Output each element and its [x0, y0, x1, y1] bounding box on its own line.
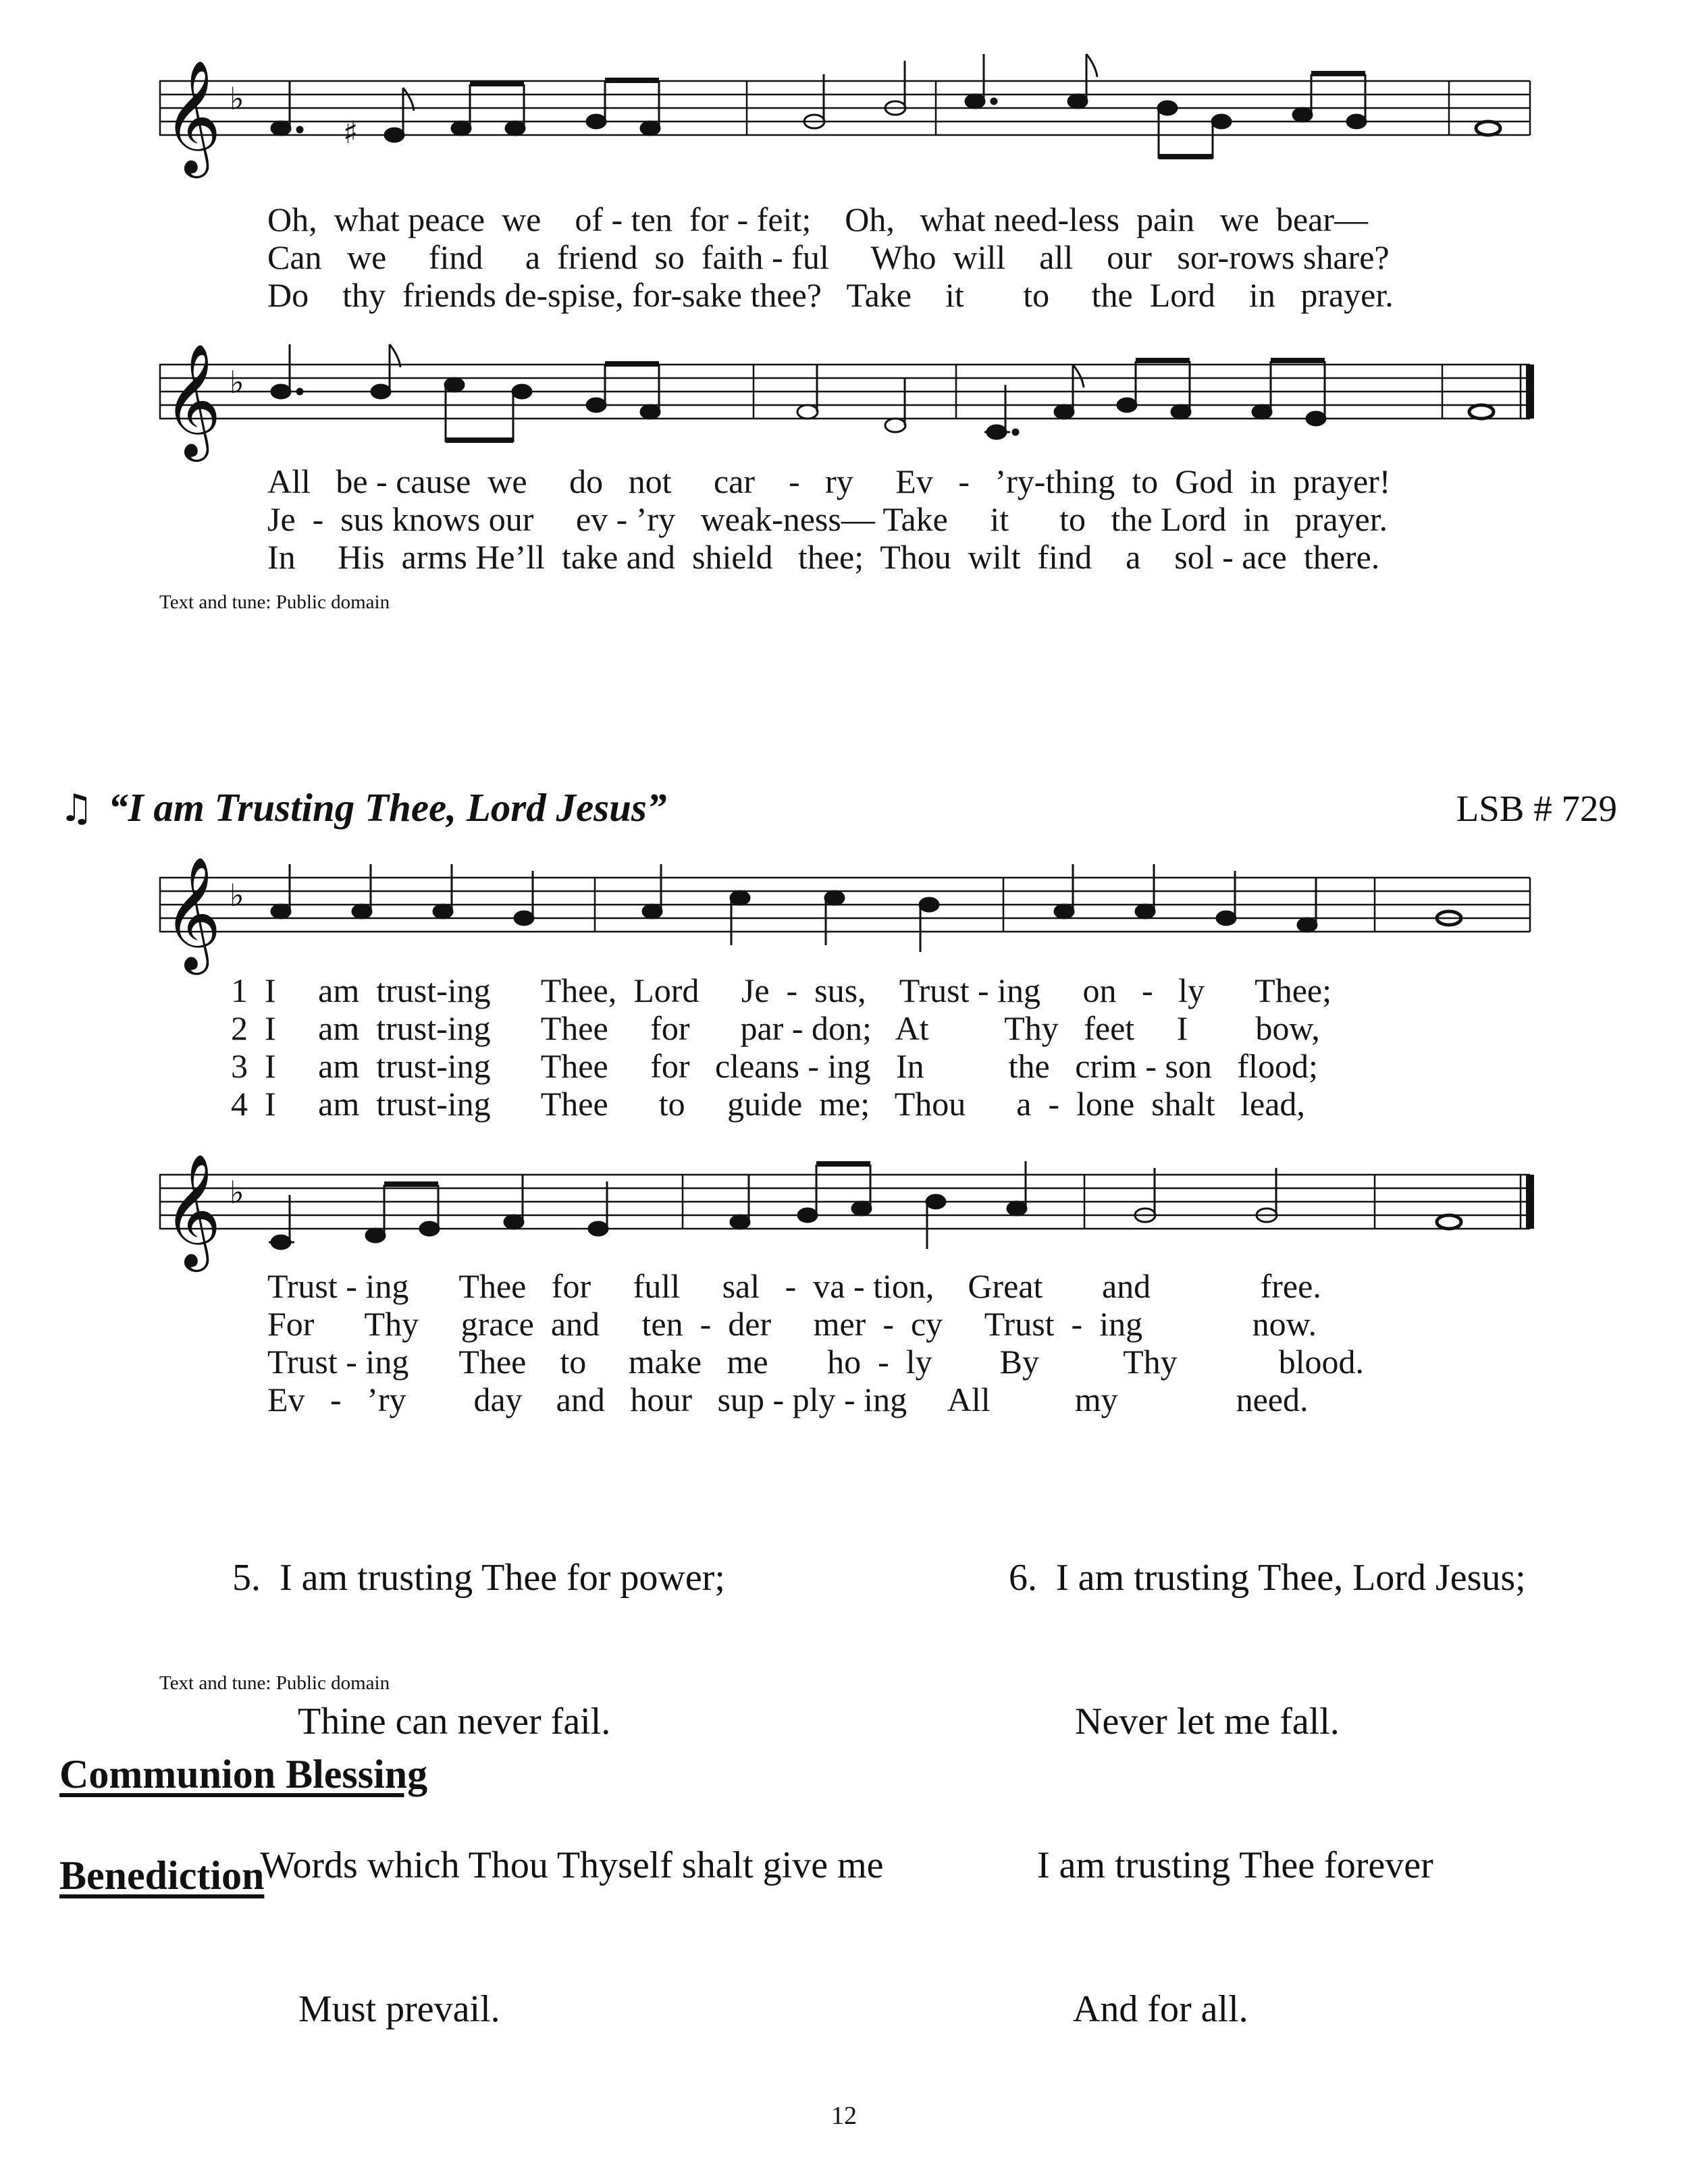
hymn1-lyric-line: Can we find a friend so faith - ful Who will all our sor-rows share?	[267, 238, 1390, 276]
stanza-line: 5. I am trusting Thee for power;	[232, 1557, 725, 1599]
stanza-line: Must prevail.	[232, 1988, 500, 2030]
music-note-icon: ♫	[59, 787, 94, 830]
staff-hymn2-system1	[159, 844, 1537, 979]
hymn1-lyric-line: In His arms He’ll take and shield thee; Thou wilt find a sol - ace there.	[267, 538, 1380, 576]
benediction-heading: Benediction	[59, 1853, 265, 1898]
svg-text:𝄞: 𝄞	[163, 856, 221, 970]
hymn2-lyric-line: 1 I am trust-ing Thee, Lord Je - sus, Trust - ing on - ly Thee;	[231, 971, 1331, 1009]
stanza-line: I am trusting Thee forever	[1009, 1844, 1433, 1886]
hymn-title-text: “I am Trusting Thee, Lord Jesus”	[108, 785, 667, 830]
svg-text:𝄞: 𝄞	[163, 1153, 221, 1267]
hymn2-lyric-line: Trust - ing Thee for full sal - va - tion, Great and free.	[267, 1267, 1321, 1305]
hymn1-lyric-line: Do thy friends de-spise, for-sake thee? Take it to the Lord in prayer.	[267, 276, 1394, 314]
hymn2-lyric-line: 3 I am trust-ing Thee for cleans - ing In the crim - son flood;	[231, 1047, 1318, 1085]
svg-text:𝄞: 𝄞	[163, 59, 221, 174]
staff-hymn1-system2	[159, 331, 1537, 466]
hymn-number: LSB # 729	[1456, 788, 1617, 829]
svg-text:♭: ♭	[230, 877, 244, 913]
hymn1-lyric-line: Je - sus knows our ev - ’ry weak-ness— Take it to the Lord in prayer.	[267, 500, 1388, 538]
svg-text:♭: ♭	[230, 364, 244, 400]
hymn2-lyric-line: 4 I am trust-ing Thee to guide me; Thou a - lone shalt lead,	[231, 1085, 1305, 1123]
stanza-line: Words which Thou Thyself shalt give me	[232, 1844, 884, 1886]
page-number: 12	[831, 2102, 857, 2130]
hymn2-lyric-line: For Thy grace and ten - der mer - cy Trust - ing now.	[267, 1305, 1317, 1343]
hymn2-lyric-line: Trust - ing Thee to make me ho - ly By Thy blood.	[267, 1343, 1365, 1381]
stanza-line: Thine can never fail.	[232, 1701, 611, 1742]
svg-text:♭: ♭	[230, 80, 244, 117]
stanza-line: Never let me fall.	[1009, 1701, 1340, 1742]
hymn-title	[59, 784, 666, 831]
svg-text:𝄞: 𝄞	[163, 343, 221, 457]
stanza-line: 6. I am trusting Thee, Lord Jesus;	[1009, 1557, 1526, 1599]
hymn2-lyric-line: Ev - ’ry day and hour sup - ply - ing All my need.	[267, 1381, 1309, 1418]
communion-blessing-heading: Communion Blessing	[59, 1752, 428, 1796]
svg-text:♯: ♯	[343, 114, 359, 151]
stanza-line: And for all.	[1009, 1988, 1248, 2030]
hymn1-lyric-line: All be - cause we do not car - ry Ev - ’ry-thing to God in prayer!	[267, 462, 1391, 500]
staff-hymn2-system2	[159, 1141, 1537, 1276]
hymn1-lyric-line: Oh, what peace we of - ten for - feit; Oh, what need-less pain we bear—	[267, 201, 1368, 238]
hymn2-lyric-line: 2 I am trust-ing Thee for par - don; At Thy feet I bow,	[231, 1009, 1320, 1047]
staff-hymn1-system1	[159, 47, 1537, 182]
stanza-6	[1009, 1458, 1526, 2081]
svg-text:♭: ♭	[230, 1174, 244, 1210]
hymn2-credit: Text and tune: Public domain	[159, 1672, 390, 1694]
hymn1-credit: Text and tune: Public domain	[159, 591, 390, 613]
